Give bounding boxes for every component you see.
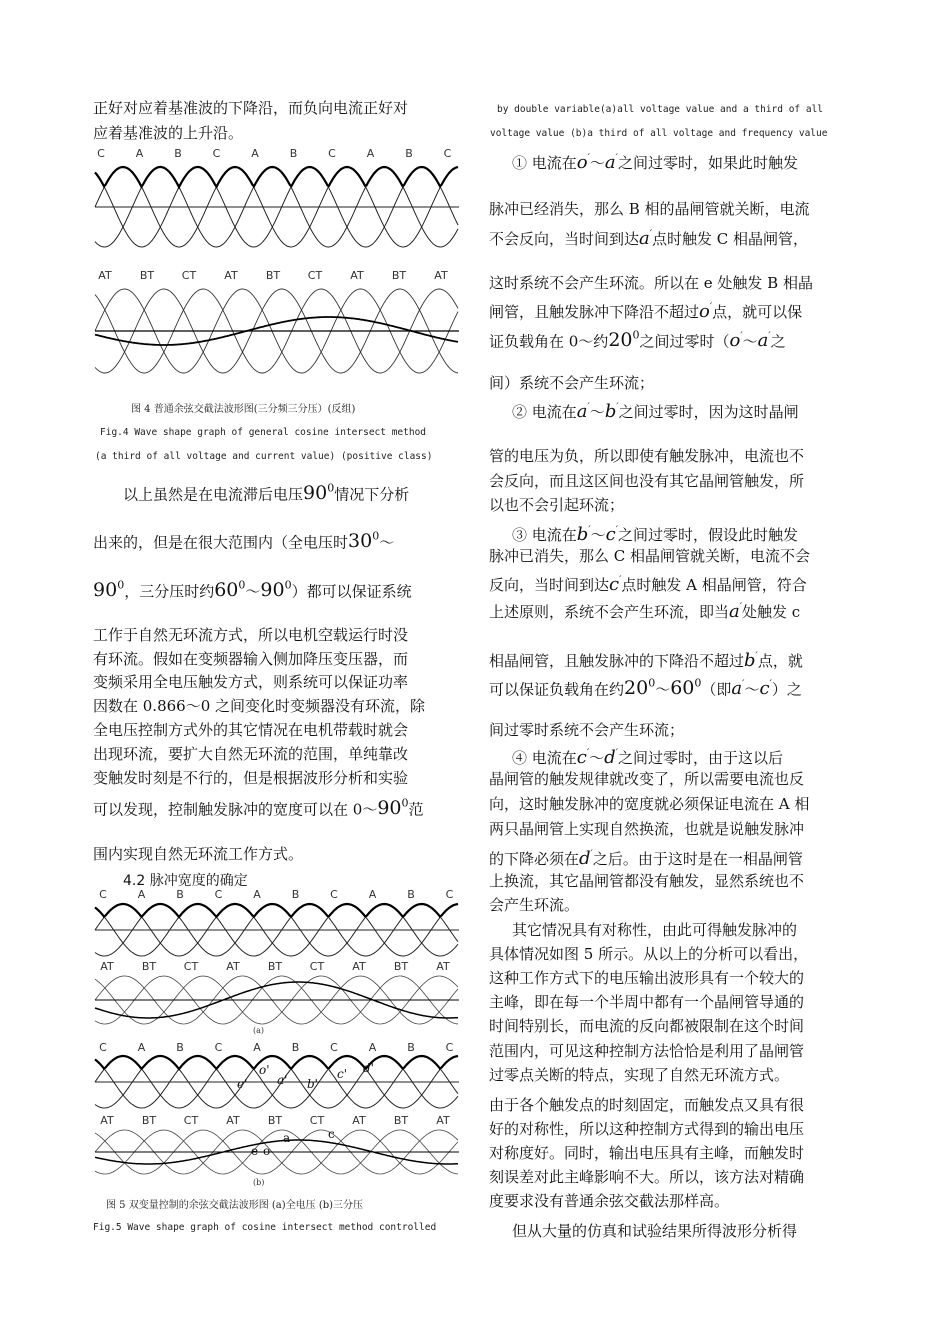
intro-line-2: 应着基准波的上升沿。	[93, 124, 244, 142]
fig5a-bottom-label-7: BT	[393, 960, 409, 973]
fig5b-top-label-0: C	[99, 1041, 107, 1054]
para-line-10: 变触发时刻是不行的，但是根据波形分析和实验	[93, 769, 409, 787]
para-line-3: $90^0$，三分压时约$60^0\sim 90^0$）都可以保证系统	[93, 579, 412, 602]
fig4-bottom-label-7: BT	[391, 269, 407, 282]
fig4-bottom-label-4: BT	[265, 269, 281, 282]
p5-line-7: 过零点关断的特点，实现了自然无环流方式。	[489, 1066, 790, 1084]
p5-line-5: 时间特别长，而电流的反向都被限制在这个时间	[489, 1017, 805, 1035]
p4-line-5: 的下降必须在d′之后。由于这时是在一相晶闸管	[489, 848, 803, 869]
fig5b-point-label-top-0: e'	[237, 1077, 248, 1091]
fig5b-bottom-label-0: AT	[100, 1114, 114, 1127]
fig5b-point-label-top-2: a'	[277, 1073, 288, 1087]
fig5a-top-label-8: B	[407, 888, 415, 901]
p2-line-2: 管的电压为负，所以即使有触发脉冲，电流也不	[489, 447, 805, 465]
fig5b-point-label-bottom-3: c	[328, 1127, 335, 1141]
p4-line-6: 上换流，其它晶闸管都没有触发，显然系统也不	[489, 872, 805, 890]
p5-line-8: 由于各个触发点的时刻固定，而触发点又具有很	[489, 1096, 805, 1114]
p4-line-7: 会产生环流。	[489, 896, 580, 914]
fig5b-top-label-7: A	[368, 1041, 377, 1054]
p4-line-1: ④ 电流在c′～d′之间过零时，由于这以后	[512, 747, 783, 768]
fig5a-top-label-5: B	[291, 888, 300, 901]
p1-line-3: 不会反向，当时间到达a′点时触发 C 相晶闸管，	[489, 228, 809, 249]
p5-line-1: 其它情况具有对称性，由此可得触发脉冲的	[512, 921, 798, 939]
para-line-7: 因数在 0.866～0 之间变化时变频器没有环流，除	[93, 697, 426, 715]
fig5a-bottom-label-0: AT	[100, 960, 114, 973]
fig5b-bottom-label-4: BT	[267, 1114, 283, 1127]
p4-line-4: 两只晶闸管上实现自然换流，也就是说触发脉冲	[489, 820, 805, 838]
fig5b-top-label-8: B	[407, 1041, 415, 1054]
figure-4-caption-en-1: Fig.4 Wave shape graph of general cosine intersect method	[100, 427, 427, 438]
fig4-top-label-9: C	[443, 147, 452, 160]
fig4-bottom-label-6: AT	[350, 269, 364, 282]
fig5a-top-label-9: C	[445, 888, 454, 901]
p1-line-2: 脉冲已经消失，那么 B 相的晶闸管就关断，电流	[489, 200, 810, 218]
p5-line-9: 好的对称性，所以这种控制方式得到的输出电压	[489, 1120, 805, 1138]
fig5a-top-label-4: A	[253, 888, 261, 901]
p2-line-3: 会反向，而且这区间也没有其它晶闸管触发，所	[489, 472, 805, 490]
fig5b-bottom-label-5: CT	[309, 1114, 325, 1127]
para-line-11: 可以发现，控制触发脉冲的宽度可以在 $0\sim 90^0$范	[93, 797, 424, 820]
p3-line-4: 上述原则，系统不会产生环流，即当a′处触发 c	[489, 601, 801, 622]
fig5b-top-label-5: B	[291, 1041, 300, 1054]
para-line-4: 工作于自然无环流方式，所以电机空载运行时没	[93, 626, 409, 644]
figure-5-caption-en-1: Fig.5 Wave shape graph of cosine intersect method controlled	[93, 1222, 437, 1233]
fig4-top-output-wave	[95, 167, 458, 187]
p3-line-1: ③ 电流在b′～c′之间过零时，假设此时触发	[512, 524, 798, 545]
figure-5-caption-en-2: by double variable(a)all voltage value and a third of all	[497, 104, 824, 115]
p5-line-4: 主峰，即在每一个半周中都有一个晶闸管导通的	[489, 993, 805, 1011]
fig5b-top-label-2: B	[176, 1041, 184, 1054]
para-line-6: 变频采用全电压触发方式，则系统可以保证功率	[93, 673, 409, 691]
figure-4-waveform	[93, 143, 463, 378]
fig4-top-label-8: B	[405, 147, 413, 160]
p1-line-6: 证负载角在 0～约$20^0$之间过零时（o′～a′之	[489, 329, 786, 352]
fig4-top-label-5: B	[289, 147, 298, 160]
para-line-9: 出现环流，要扩大自然无环流的范围，单纯靠改	[93, 745, 409, 763]
fig5a-bottom-label-4: BT	[267, 960, 283, 973]
fig5a-bottom-label-8: AT	[436, 960, 450, 973]
figure-5a-label: (a)	[253, 1026, 265, 1035]
p5-line-3: 这种工作方式下的电压输出波形具有一个较大的	[489, 969, 805, 987]
fig5b-top-label-6: C	[330, 1041, 338, 1054]
fig5b-point-label-bottom-1: o	[263, 1144, 271, 1158]
figure-5-caption-en-3: voltage value (b)a third of all voltage and frequency value	[490, 128, 828, 139]
fig4-top-label-7: A	[366, 147, 375, 160]
fig5b-bottom-label-8: AT	[436, 1114, 450, 1127]
fig5a-top-label-2: B	[176, 888, 184, 901]
fig5a-bottom-label-1: BT	[141, 960, 157, 973]
fig5a-bottom-label-5: CT	[309, 960, 325, 973]
fig4-top-label-2: B	[174, 147, 182, 160]
figure-4-caption-cn: 图 4 普通余弦交截法波形图(三分频三分压）(反组)	[131, 404, 356, 415]
figure-5-waveform	[93, 888, 463, 1188]
fig4-top-label-3: C	[212, 147, 221, 160]
p4-line-3: 向，这时触发脉冲的宽度就必须保证电流在 A 相	[489, 795, 810, 813]
fig5b-top-label-9: C	[445, 1041, 454, 1054]
p5-line-11: 刻误差对此主峰影响不大。所以，该方法对精确	[489, 1168, 805, 1186]
fig4-top-label-4: A	[251, 147, 259, 160]
fig4-bottom-label-0: AT	[98, 269, 112, 282]
fig5b-bottom-label-7: BT	[393, 1114, 409, 1127]
fig4-top-label-1: A	[135, 147, 144, 160]
p3-line-5: 相晶闸管，且触发脉冲的下降沿不超过b′点，就	[489, 650, 803, 671]
fig4-bottom-label-2: CT	[181, 269, 197, 282]
fig5b-point-label-bottom-0: e	[251, 1144, 259, 1158]
p4-line-2: 晶闸管的触发规律就改变了，所以需要电流也反	[489, 770, 805, 788]
p3-line-7: 间过零时系统不会产生环流；	[489, 721, 685, 739]
p5-line-2: 具体情况如图 5 所示。从以上的分析可以看出，	[489, 945, 809, 963]
fig5a-bottom-label-2: CT	[183, 960, 199, 973]
fig5b-top-label-1: A	[137, 1041, 146, 1054]
fig5b-point-label-top-3: b'	[307, 1077, 318, 1091]
fig5a-top-label-6: C	[330, 888, 338, 901]
para-line-1: 以上虽然是在电流滞后电压$90^0$情况下分析	[123, 482, 410, 505]
fig5b-point-label-bottom-2: a	[283, 1131, 291, 1145]
fig4-top-label-6: C	[328, 147, 336, 160]
fig5b-top-label-3: C	[214, 1041, 223, 1054]
fig5a-bottom-label-6: AT	[352, 960, 366, 973]
para-line-5: 有环流。假如在变频器输入侧加降压变压器，而	[93, 650, 409, 668]
fig5b-bottom-label-6: AT	[352, 1114, 366, 1127]
para-line-2: 出来的，但是在很大范围内（全电压时$30^0\sim$	[93, 530, 395, 553]
p5-line-10: 对称度好。同时，输出电压具有主峰，而触发时	[489, 1144, 805, 1162]
fig4-bottom-label-8: AT	[434, 269, 448, 282]
fig5b-point-label-top-4: c'	[337, 1067, 348, 1081]
fig5b-bottom-label-1: BT	[141, 1114, 157, 1127]
fig5b-top-label-4: A	[253, 1041, 261, 1054]
p3-line-6: 可以保证负载角在约$20^0\sim 60^0$（即a′～c′）之	[489, 677, 802, 700]
p6-line-1: 但从大量的仿真和试验结果所得波形分析得	[512, 1222, 798, 1240]
para-line-12: 围内实现自然无环流工作方式。	[93, 845, 304, 863]
p1-line-7: 间）系统不会产生环流；	[489, 374, 655, 392]
section-heading-4-2: 4.2 脉冲宽度的确定	[123, 873, 248, 889]
figure-5-caption-cn: 图 5 双变量控制的余弦交截法波形图 (a)全电压 (b)三分压	[106, 1200, 364, 1211]
fig4-bottom-label-1: BT	[139, 269, 155, 282]
p1-line-4: 这时系统不会产生环流。所以在 e 处触发 B 相晶	[489, 274, 813, 292]
figure-5b-label: (b)	[253, 1178, 265, 1187]
fig5a-top-label-0: C	[99, 888, 107, 901]
p3-line-3: 反向，当时间到达c′点时触发 A 相晶闸管，符合	[489, 574, 807, 595]
fig5a-top-label-3: C	[214, 888, 223, 901]
fig5a-top-label-1: A	[137, 888, 146, 901]
fig5a-top-label-7: A	[368, 888, 377, 901]
fig4-bottom-label-3: AT	[224, 269, 238, 282]
fig5b-bottom-label-2: CT	[183, 1114, 199, 1127]
fig5a-top-output-wave	[95, 904, 458, 917]
fig5b-bottom-label-3: AT	[226, 1114, 240, 1127]
figure-4-caption-en-2: (a third of all voltage and current value) (positive class)	[95, 451, 433, 462]
p3-line-2: 脉冲已消失，那么 C 相晶闸管就关断，电流不会	[489, 547, 811, 565]
p1-line-5: 闸管，且触发脉冲下降沿不超过o′点，就可以保	[489, 301, 803, 322]
p2-line-1: ② 电流在a′～b′之间过零时，因为这时晶闸	[512, 401, 799, 422]
fig4-bottom-label-5: CT	[307, 269, 323, 282]
p5-line-12: 度要求没有普通余弦交截法那样高。	[489, 1192, 730, 1210]
fig5b-top-output-wave	[95, 1056, 458, 1069]
fig5b-point-label-top-5: d'	[363, 1061, 374, 1075]
intro-line-1: 正好对应着基准波的下降沿，而负向电流正好对	[93, 99, 409, 117]
p2-line-4: 以也不会引起环流；	[489, 496, 625, 514]
fig5b-point-label-top-1: o'	[259, 1063, 270, 1077]
p5-line-6: 范围内，可见这种控制方法恰恰是利用了晶闸管	[489, 1042, 805, 1060]
fig4-top-label-0: C	[97, 147, 105, 160]
para-line-8: 全电压控制方式外的其它情况在电机带载时就会	[93, 721, 409, 739]
p1-line-1: ① 电流在o′～a′之间过零时，如果此时触发	[512, 152, 798, 173]
fig5a-bottom-label-3: AT	[226, 960, 240, 973]
